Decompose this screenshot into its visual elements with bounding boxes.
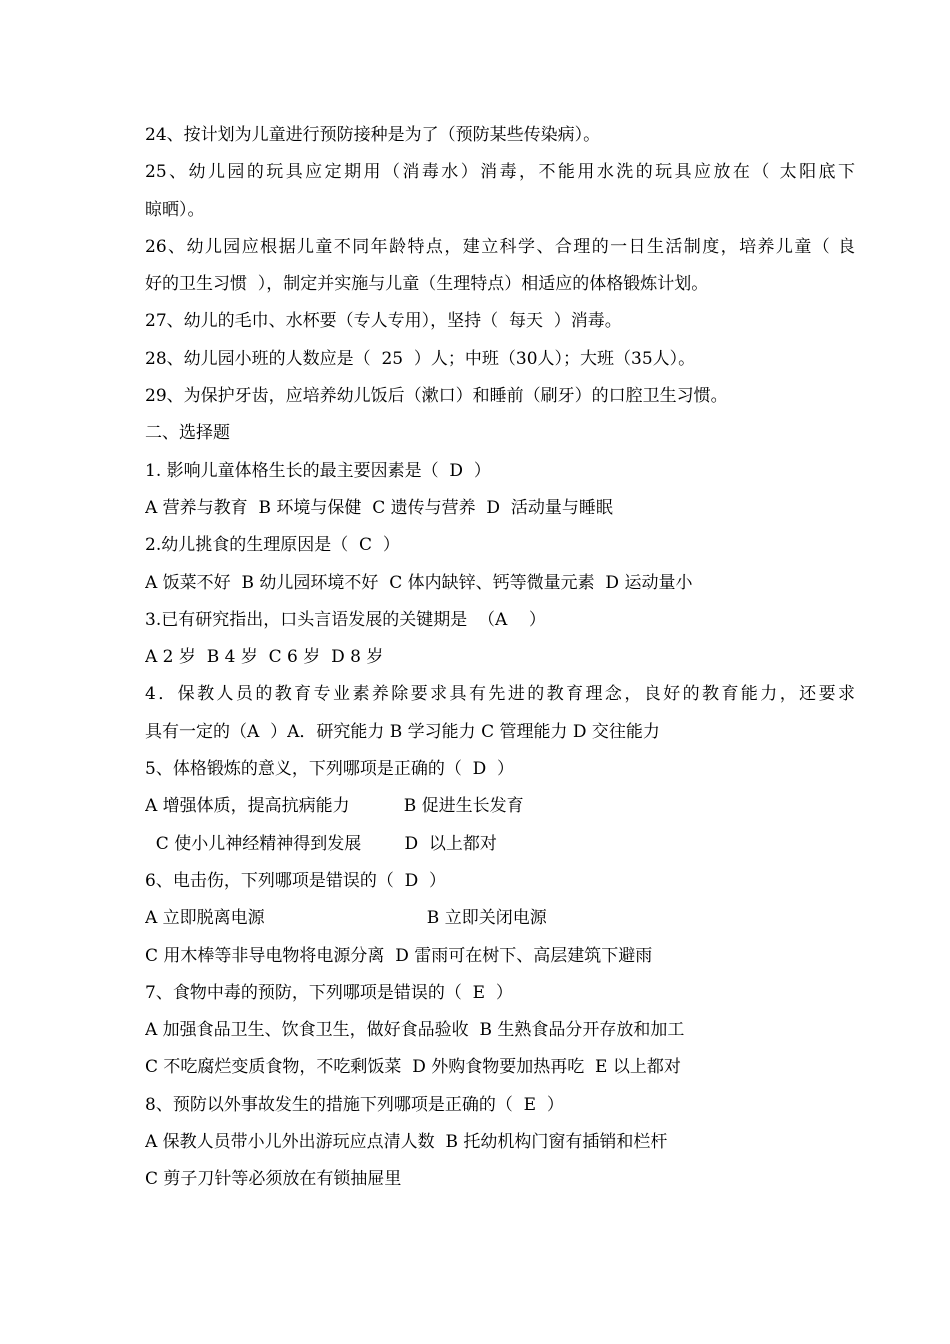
choice-question-1: 1. 影响儿童体格生长的最主要因素是（ D ）: [145, 460, 491, 481]
choice-question-5: 5、体格锻炼的意义，下列哪项是正确的（ D ）: [145, 759, 515, 780]
question-26-line-2: 好的卫生习惯 ），制定并实施与儿童（生理特点）相适应的体格锻炼计划。: [145, 274, 709, 295]
choice-question-1-options: A 营养与教育 B 环境与保健 C 遗传与营养 D 活动量与睡眠: [145, 497, 613, 518]
question-29: 29、为保护牙齿，应培养幼儿饭后（漱口）和睡前（刷牙）的口腔卫生习惯。: [145, 386, 728, 407]
choice-question-2-options: A 饭菜不好 B 幼儿园环境不好 C 体内缺锌、钙等微量元素 D 运动量小: [145, 572, 693, 593]
choice-question-8-options-1: A 保教人员带小儿外出游玩应点清人数 B 托幼机构门窗有插销和栏杆: [145, 1132, 668, 1153]
choice-question-8-options-2: C 剪子刀针等必须放在有锁抽屉里: [145, 1169, 402, 1190]
choice-question-5-options-2: C 使小儿神经精神得到发展 D 以上都对: [145, 833, 497, 854]
document-page: [145, 117, 855, 1199]
choice-question-6: 6、电击伤，下列哪项是错误的（ D ）: [145, 870, 447, 891]
question-28: 28、幼儿园小班的人数应是（ 25 ）人；中班（30人）；大班（35人）。: [145, 348, 696, 369]
choice-question-4-line-2: 具有一定的（A ）A．研究能力 B 学习能力 C 管理能力 D 交往能力: [145, 721, 660, 742]
choice-question-2: 2.幼儿挑食的生理原因是（ C ）: [145, 535, 400, 556]
choice-question-5-options-1: A 增强体质，提高抗病能力 B 促进生长发育: [145, 796, 524, 817]
choice-question-7-options-2: C 不吃腐烂变质食物，不吃剩饭菜 D 外购食物要加热再吃 E 以上都对: [145, 1057, 681, 1078]
choice-question-4-line-1: 4．保教人员的教育专业素养除要求具有先进的教育理念，良好的教育能力，还要求: [145, 684, 855, 705]
choice-question-8: 8、预防以外事故发生的措施下列哪项是正确的（ E ）: [145, 1094, 564, 1115]
question-25-line-1: 25、幼儿园的玩具应定期用（消毒水）消毒，不能用水洗的玩具应放在（ 太阳底下: [145, 162, 855, 183]
section-heading: 二、选择题: [145, 423, 230, 444]
question-25-line-2: 晾晒）。: [145, 199, 205, 220]
choice-question-3-options: A 2 岁 B 4 岁 C 6 岁 D 8 岁: [145, 647, 384, 668]
choice-question-7: 7、食物中毒的预防，下列哪项是错误的（ E ）: [145, 982, 513, 1003]
question-26-line-1: 26、幼儿园应根据儿童不同年龄特点，建立科学、合理的一日生活制度，培养儿童（ 良: [145, 236, 855, 257]
choice-question-3: 3.已有研究指出，口头言语发展的关键期是 （A ）: [145, 609, 546, 630]
question-24: 24、按计划为儿童进行预防接种是为了（预防某些传染病）。: [145, 125, 601, 145]
choice-question-6-options-2: C 用木棒等非导电物将电源分离 D 雷雨可在树下、高层建筑下避雨: [145, 945, 653, 966]
choice-question-6-options-1: A 立即脱离电源 B 立即关闭电源: [145, 908, 547, 929]
question-27: 27、幼儿的毛巾、水杯要（专人专用），坚持（ 每天 ）消毒。: [145, 311, 622, 332]
choice-question-7-options-1: A 加强食品卫生、饮食卫生，做好食品验收 B 生熟食品分开存放和加工: [145, 1020, 685, 1041]
